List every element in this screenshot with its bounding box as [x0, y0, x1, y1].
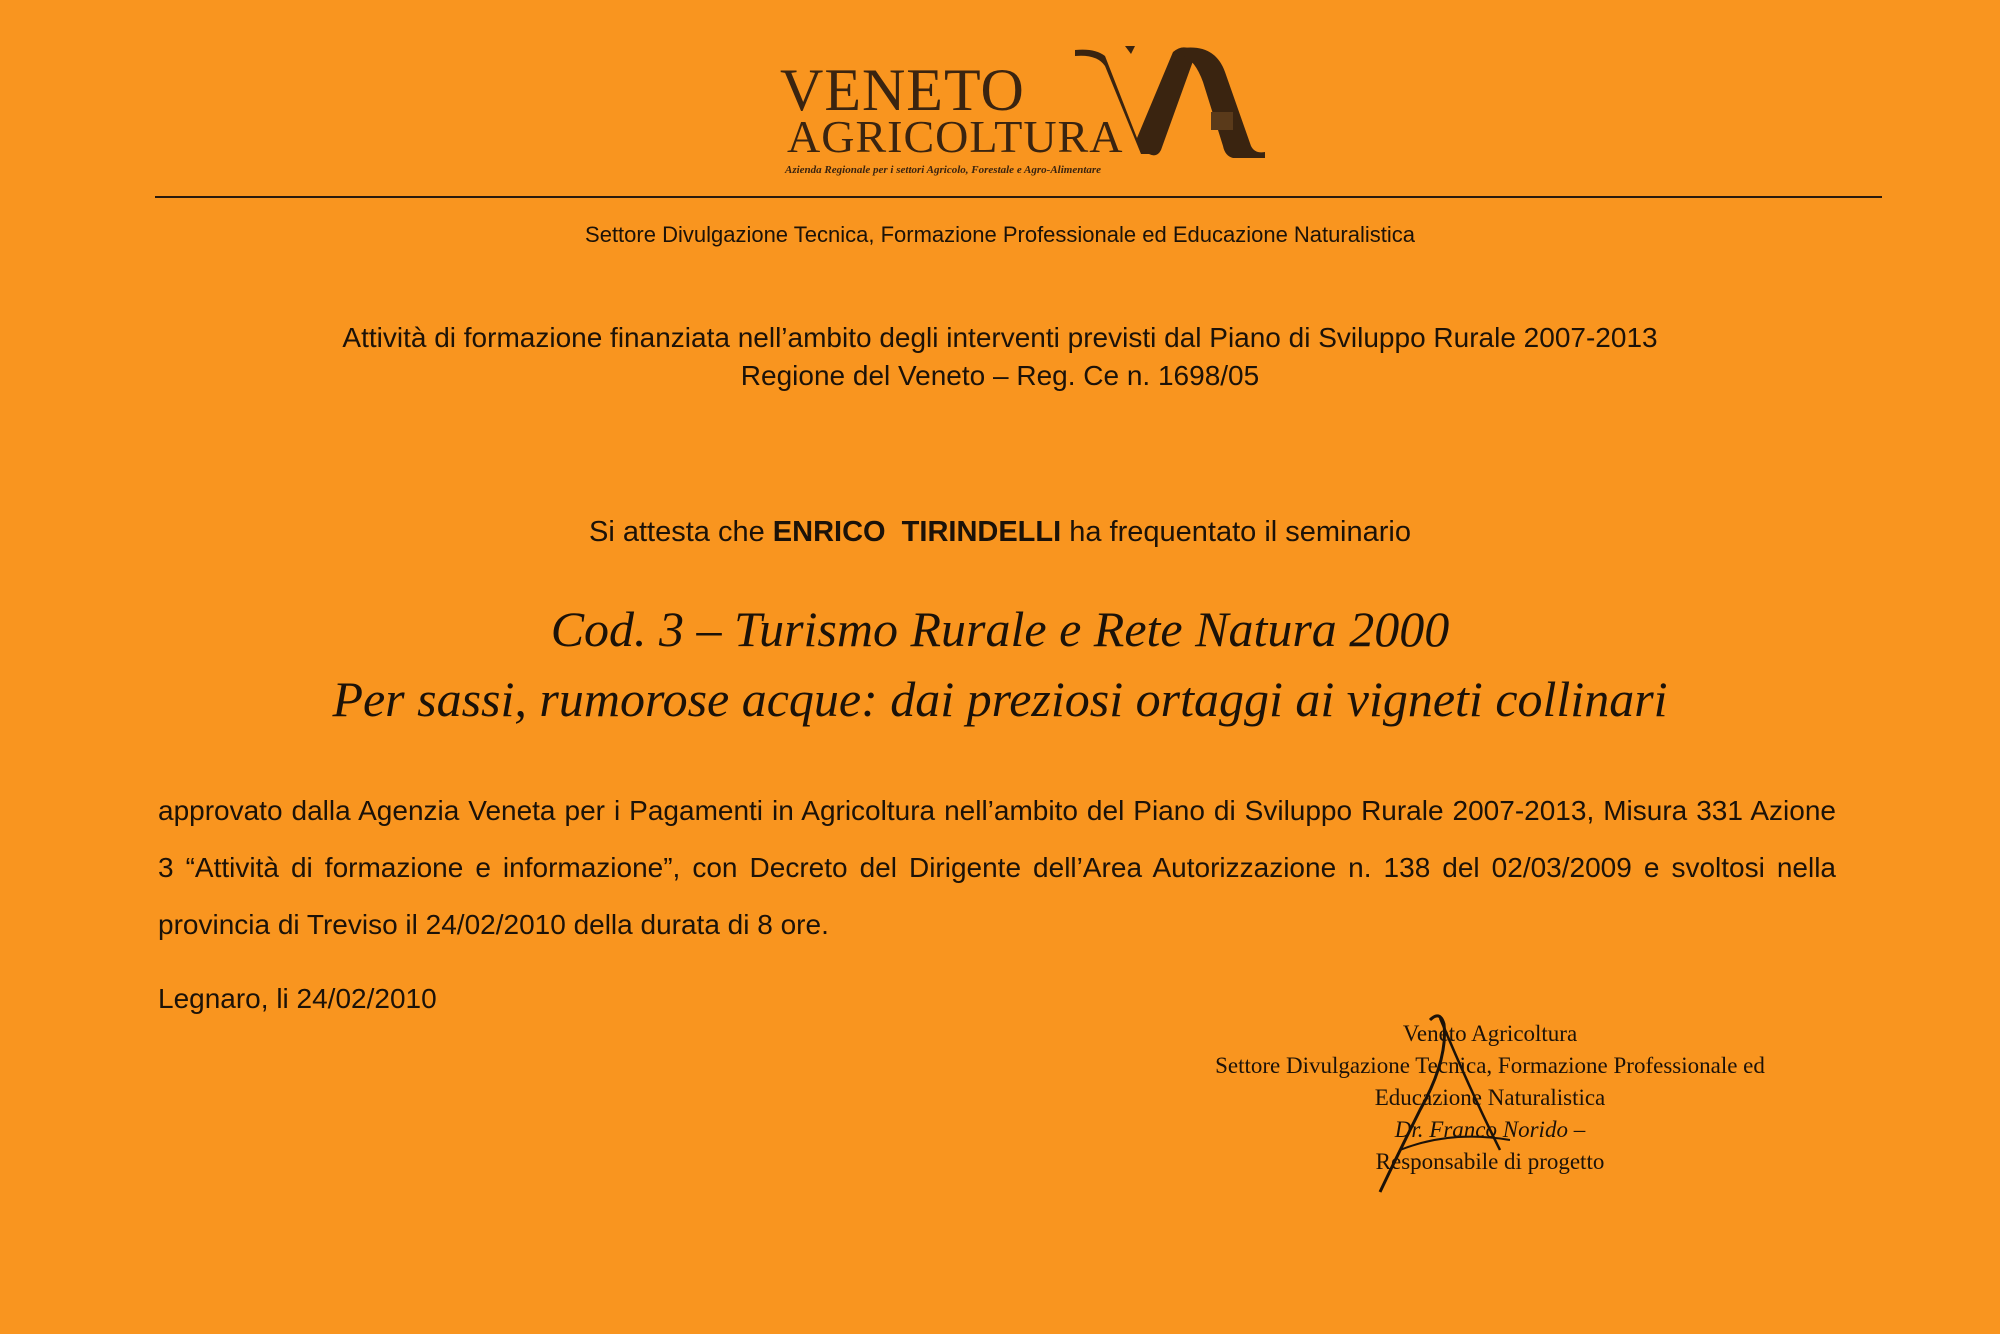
signer-role: Responsabile di progetto — [1375, 1149, 1605, 1174]
logo-word-agricoltura: AGRICOLTURA — [787, 111, 1124, 162]
signature-sector-line-1: Settore Divulgazione Tecnica, Formazione Professionale ed — [1215, 1053, 1765, 1078]
signature-org: Veneto Agricoltura — [1402, 1021, 1578, 1046]
sector-line: Settore Divulgazione Tecnica, Formazione Professionale ed Educazione Naturalistica — [585, 222, 1415, 247]
course-code-title: Cod. 3 – Turismo Rurale e Rete Natura 2000 — [550, 601, 1450, 657]
logo-word-veneto: VENETO — [780, 57, 1025, 123]
attestation-suffix: ha frequentato il seminario — [1069, 516, 1411, 548]
financing-line-1: Attività di formazione finanziata nell’ambito degli interventi previsti dal Piano di Sviluppo Rurale 2007-2013 — [342, 322, 1658, 353]
attestation-prefix: Si attesta che — [589, 516, 765, 548]
approval-paragraph: approvato dalla Agenzia Veneta per i Pagamenti in Agricoltura nell’ambito del Piano di Sviluppo Rurale 2007-2013, Misura 331 Azione 3 “Attività di formazione e informazione”, con Decreto del Dirigente dell’Area Autorizzazione n. 138 del 02/03/2009 e svoltosi nella provincia di Treviso il 24/02/2010 della durata di 8 ore. — [158, 795, 1836, 940]
header-divider — [155, 196, 1882, 198]
logo-tagline: Azienda Regionale per i settori Agricolo, Forestale e Agro-Alimentare — [785, 164, 1102, 176]
attendee-name: ENRICO TIRINDELLI — [772, 516, 1062, 548]
signer-name: Dr. Franco Norido – — [1394, 1117, 1586, 1142]
course-subtitle: Per sassi, rumorose acque: dai preziosi ortaggi ai vigneti collinari — [332, 671, 1668, 727]
place-date: Legnaro, li 24/02/2010 — [158, 983, 437, 1014]
signature-sector-line-2: Educazione Naturalistica — [1374, 1085, 1606, 1110]
veneto-agricoltura-logo — [775, 42, 1265, 182]
attestation-line — [0, 516, 2000, 549]
financing-line-2: Regione del Veneto – Reg. Ce n. 1698/05 — [740, 360, 1260, 391]
logo-va-mark-icon — [1065, 42, 1265, 162]
handwritten-signature — [1360, 1000, 1520, 1200]
